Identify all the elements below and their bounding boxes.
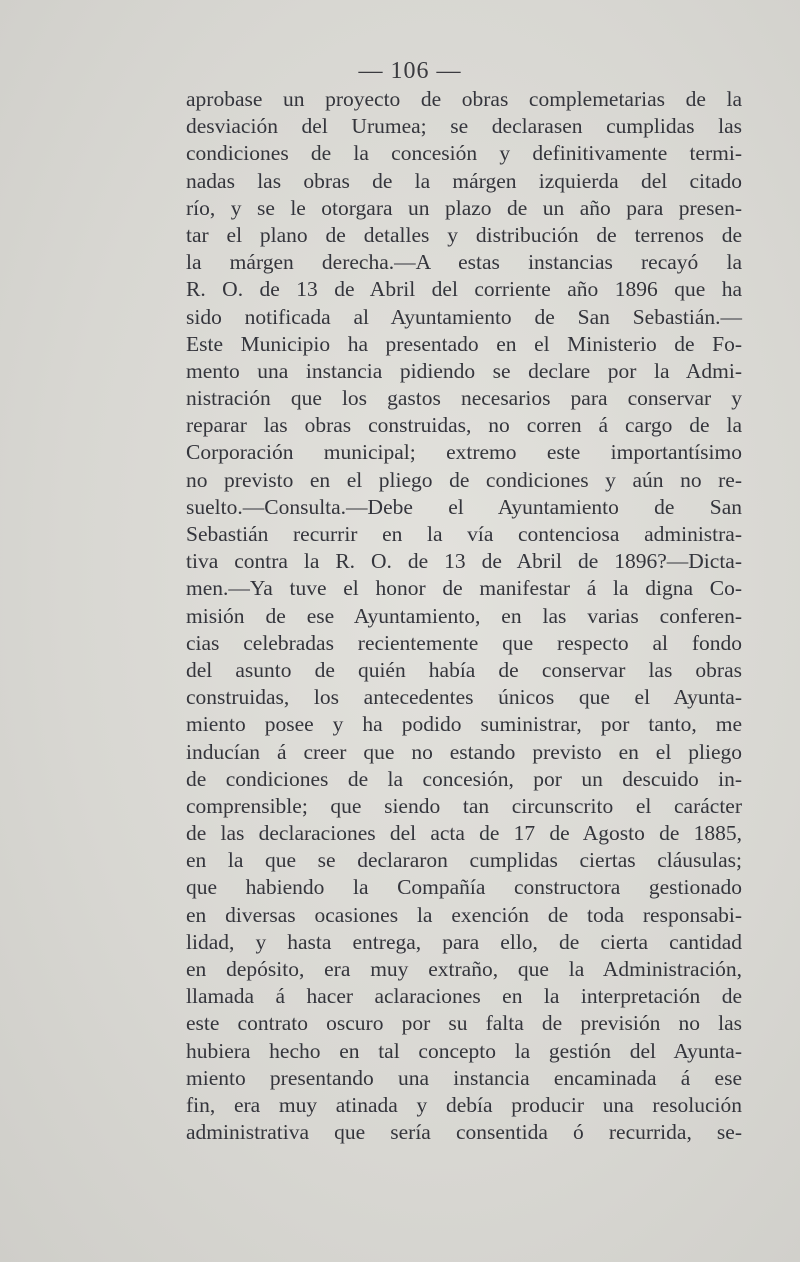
text-line: sido notificada al Ayuntamiento de San Sebastián.— [186, 304, 742, 329]
text-line: la márgen derecha.—A estas instancias recayó la [186, 250, 742, 275]
page-number: — 106 — [358, 58, 462, 84]
text-line: en la que se declararon cumplidas ciertas cláusulas; [186, 848, 742, 873]
text-line: administrativa que sería consentida ó recurrida, se- [186, 1120, 742, 1145]
text-line: Este Municipio ha presentado en el Ministerio de Fo- [186, 331, 742, 356]
text-line: misión de ese Ayuntamiento, en las varias conferen- [186, 603, 742, 628]
text-line: condiciones de la concesión y definitivamente termi- [186, 141, 742, 166]
body-text [186, 86, 742, 1146]
text-line: suelto.—Consulta.—Debe el Ayuntamiento de San [186, 494, 742, 519]
text-line: miento presentando una instancia encaminada á ese [186, 1065, 742, 1090]
text-line: nistración que los gastos necesarios para conservar y [186, 386, 742, 411]
text-line: lidad, y hasta entrega, para ello, de cierta cantidad [186, 929, 742, 954]
text-line: reparar las obras construidas, no corren á cargo de la [186, 413, 742, 438]
text-line: construidas, los antecedentes únicos que el Ayunta- [186, 685, 742, 710]
text-line: Sebastián recurrir en la vía contenciosa administra- [186, 522, 742, 546]
text-line: tar el plano de detalles y distribución de terrenos de [186, 222, 742, 247]
text-line: tiva contra la R. O. de 13 de Abril de 1896?—Dicta- [186, 549, 742, 574]
text-line: miento posee y ha podido suministrar, por tanto, me [186, 712, 742, 737]
text-line: nadas las obras de la márgen izquierda del citado [186, 168, 742, 193]
text-line: de condiciones de la concesión, por un descuido in- [186, 766, 742, 791]
text-line: mento una instancia pidiendo se declare por la Admi- [186, 358, 742, 383]
text-line: inducían á creer que no estando previsto en el pliego [186, 739, 742, 764]
text-line: río, y se le otorgara un plazo de un año para presen- [186, 195, 742, 220]
text-line: desviación del Urumea; se declarasen cumplidas las [186, 114, 742, 139]
text-line: R. O. de 13 de Abril del corriente año 1896 que ha [186, 277, 742, 302]
text-line: men.—Ya tuve el honor de manifestar á la digna Co- [186, 576, 742, 601]
text-line: comprensible; que siendo tan circunscrito el carácter [186, 793, 742, 818]
text-line: hubiera hecho en tal concepto la gestión del Ayunta- [186, 1038, 742, 1063]
text-line: de las declaraciones del acta de 17 de Agosto de 1885, [186, 821, 742, 846]
text-line: del asunto de quién había de conservar las obras [186, 657, 742, 682]
text-line: que habiendo la Compañía constructora gestionado [186, 875, 742, 900]
text-line: fin, era muy atinada y debía producir una resolución [186, 1092, 742, 1117]
text-line: en diversas ocasiones la exención de toda responsabi- [186, 902, 742, 927]
text-line: Corporación municipal; extremo este importantísimo [186, 440, 742, 465]
text-line: en depósito, era muy extraño, que la Administración, [186, 957, 742, 981]
text-line: aprobase un proyecto de obras complemetarias de la [186, 87, 742, 111]
text-line: este contrato oscuro por su falta de previsión no las [186, 1011, 742, 1036]
text-line: llamada á hacer aclaraciones en la interpretación de [186, 984, 742, 1009]
text-line: no previsto en el pliego de condiciones y aún no re- [186, 467, 742, 492]
text-line: cias celebradas recientemente que respecto al fondo [186, 630, 742, 655]
